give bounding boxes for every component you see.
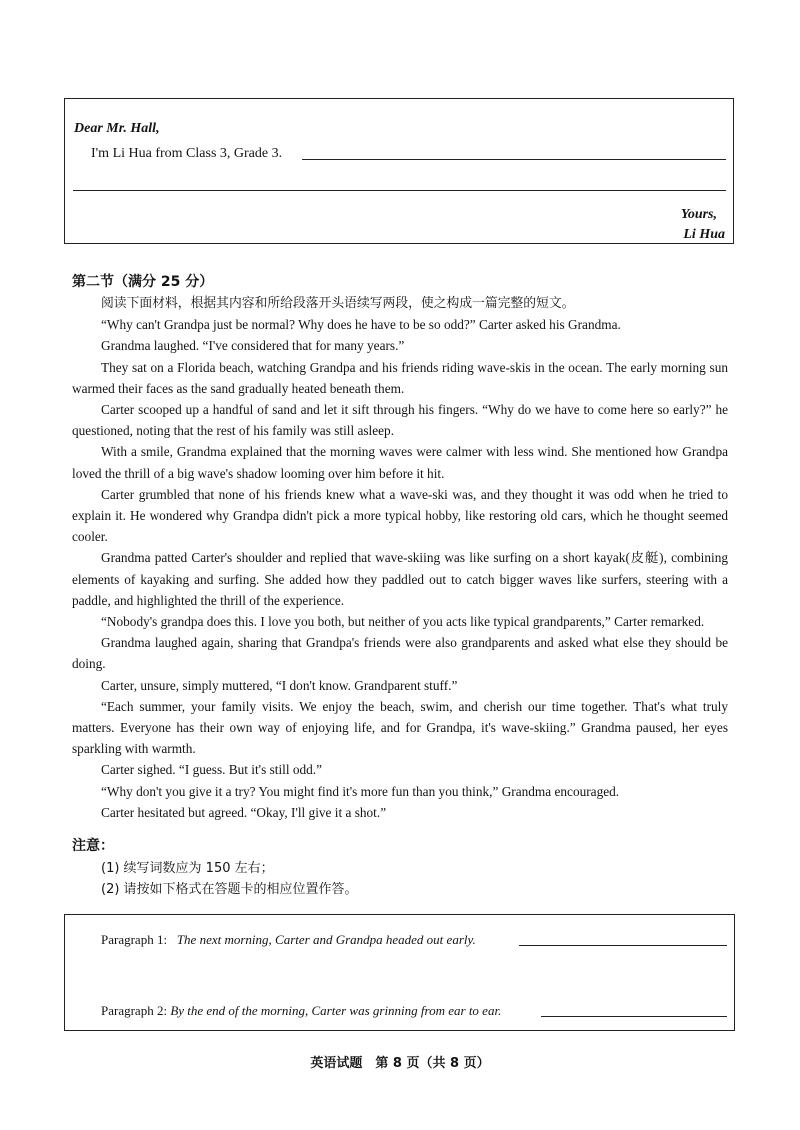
- passage-paragraph: Grandma laughed again, sharing that Grandpa's friends were also grandparents and asked what else they should be doing.: [72, 635, 728, 672]
- paragraph-1-prompt: [101, 932, 476, 948]
- page-footer: 英语试题 第 8 页（共 8 页）: [310, 1056, 490, 1071]
- section-instruction: 阅读下面材料，根据其内容和所给段落开头语续写两段，使之构成一篇完整的短文。: [101, 296, 575, 311]
- passage-paragraph: “Why can't Grandpa just be normal? Why does he have to be so odd?” Carter asked his Grandma.: [101, 317, 621, 333]
- writing-line: [519, 945, 727, 946]
- passage-paragraph: Carter hesitated but agreed. “Okay, I'll give it a shot.”: [101, 804, 387, 820]
- passage-paragraph: “Each summer, your family visits. We enjoy the beach, swim, and cherish our time together. That's what truly matters. Everyone has their own way of enjoying life, and for Grandpa, it's wave-skiing.” Grandma paused, her eyes sparkling with warmth.: [72, 698, 728, 757]
- passage-paragraph: Grandma laughed. “I've considered that for many years.”: [101, 338, 405, 354]
- letter-signature: Li Hua: [683, 227, 725, 242]
- note-item: (2) 请按如下格式在答题卡的相应位置作答。: [101, 882, 358, 897]
- paragraph-1-label: Paragraph 1:: [101, 932, 168, 947]
- passage-paragraph: Carter, unsure, simply muttered, “I don't know. Grandparent stuff.”: [101, 677, 458, 693]
- paragraph-1-opening: The next morning, Carter and Grandpa headed out early.: [176, 932, 476, 947]
- passage-paragraph: Carter sighed. “I guess. But it's still odd.”: [101, 762, 323, 778]
- reading-passage: [72, 293, 728, 823]
- section-heading: 第二节（满分 25 分）: [72, 274, 214, 290]
- letter-salutation: Dear Mr. Hall,: [74, 121, 160, 136]
- passage-paragraph: “Why don't you give it a try? You might find it's more fun than you think,” Grandma encouraged.: [101, 783, 620, 799]
- passage-paragraph: Carter grumbled that none of his friends knew what a wave-ski was, and they thought it was odd when he tried to explain it. He wondered why Grandpa didn't pick a more typical hobby, like restoring old cars, which he thought seemed cooler.: [72, 486, 728, 545]
- letter-template-box: [64, 98, 734, 244]
- passage-paragraph: They sat on a Florida beach, watching Grandpa and his friends riding wave-skis in the ocean. The early morning sun warmed their faces as the sand gradually heated beneath them.: [72, 359, 728, 396]
- paragraph-2-label: Paragraph 2:: [101, 1003, 168, 1018]
- note-item: (1) 续写词数应为 150 左右；: [101, 861, 274, 876]
- continuation-answer-box: [64, 914, 735, 1031]
- writing-line: [541, 1016, 727, 1017]
- passage-paragraph: With a smile, Grandma explained that the morning waves were calmer with less wind. She mentioned how Grandpa loved the thrill of a big wave's shadow looming over him before it hit.: [72, 444, 728, 481]
- letter-closing: Yours,: [680, 207, 717, 222]
- paragraph-2-opening: By the end of the morning, Carter was grinning from ear to ear.: [170, 1003, 502, 1018]
- passage-paragraph: Carter scooped up a handful of sand and let it sift through his fingers. “Why do we have to come here so early?” he questioned, noting that the rest of his family was still asleep.: [72, 402, 728, 439]
- letter-intro: I'm Li Hua from Class 3, Grade 3.: [91, 146, 283, 161]
- notes-heading: 注意：: [72, 838, 114, 854]
- writing-line: [73, 190, 726, 191]
- writing-line: [302, 159, 726, 160]
- paragraph-2-prompt: [101, 1003, 501, 1019]
- passage-paragraph: “Nobody's grandpa does this. I love you both, but neither of you acts like typical grandparents,” Carter remarked.: [101, 614, 705, 630]
- passage-paragraph: Grandma patted Carter's shoulder and replied that wave-skiing was like surfing on a short kayak(皮艇), combining elements of kayaking and surfing. She added how they paddled out to catch bigger waves like surfers, steering with a paddle, and highlighted the thrill of the experience.: [72, 550, 728, 608]
